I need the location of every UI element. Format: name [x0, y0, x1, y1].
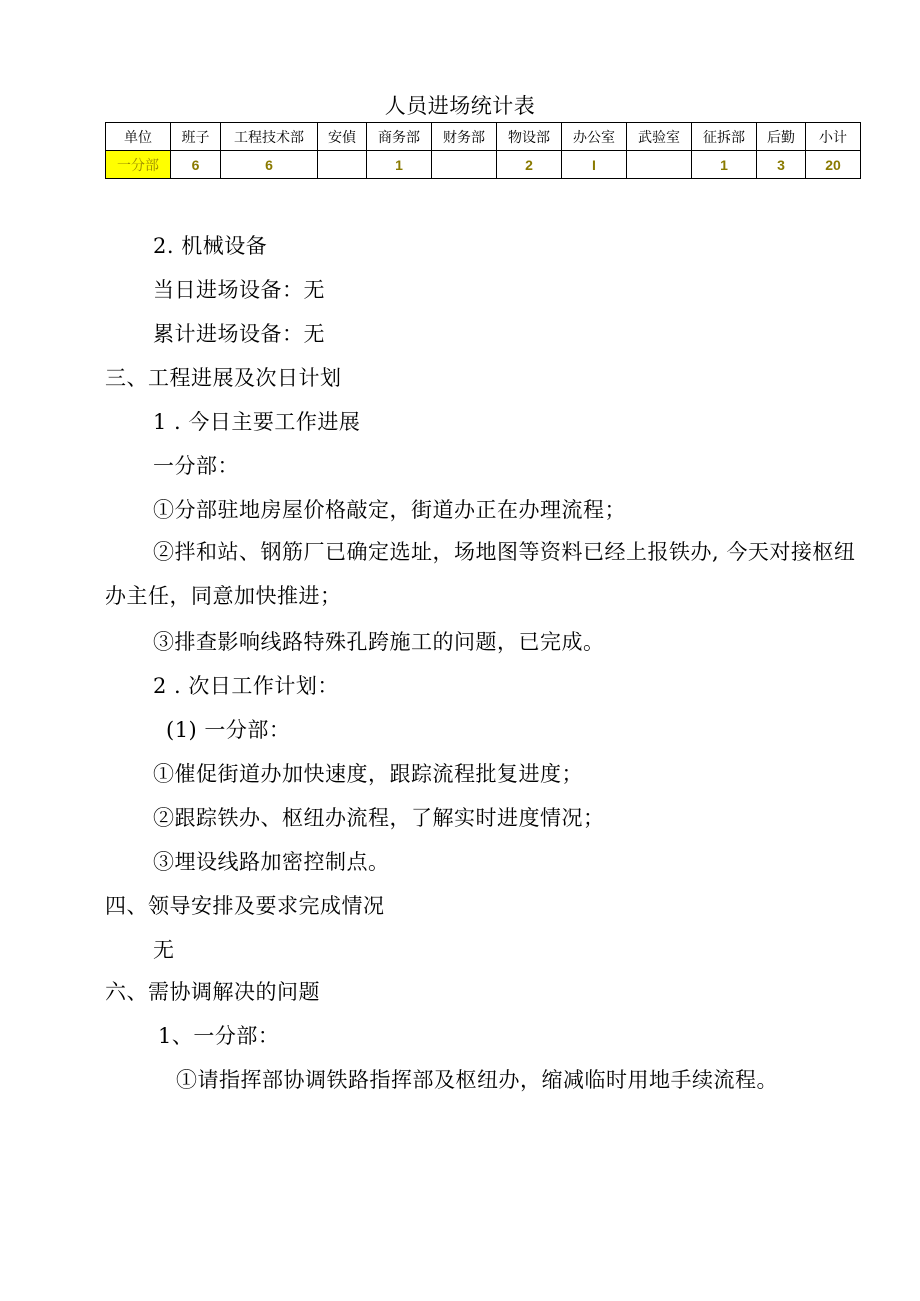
- header-cell: 物设部: [497, 123, 562, 151]
- plan-item-1: ①催促街道办加快速度，跟踪流程批复进度；: [153, 762, 583, 786]
- value-cell: [627, 151, 692, 179]
- heading-coordination: 六、需协调解决的问题: [105, 980, 320, 1004]
- branch-label: 一分部：: [153, 454, 239, 478]
- value-cell: I: [562, 151, 627, 179]
- header-cell: 武验室: [627, 123, 692, 151]
- coordination-item-1: ①请指挥部协调铁路指挥部及枢纽办，缩减临时用地手续流程。: [176, 1068, 778, 1092]
- value-cell: 1: [367, 151, 432, 179]
- progress-item-3: ③排查影响线路特殊孔跨施工的问题，已完成。: [153, 630, 605, 654]
- value-cell: 3: [757, 151, 806, 179]
- section-machinery: 2. 机械设备: [153, 234, 268, 258]
- progress-item-2: ②拌和站、钢筋厂已确定选址，场地图等资料已经上报铁办, 今天对接枢纽办主任，同意加快推进；: [105, 540, 856, 608]
- header-cell: 工程技术部: [221, 123, 318, 151]
- header-cell: 小计: [806, 123, 861, 151]
- header-cell: 办公室: [562, 123, 627, 151]
- leadership-none: 无: [153, 938, 175, 962]
- value-cell: 1: [692, 151, 757, 179]
- header-cell: 财务部: [432, 123, 497, 151]
- heading-leadership: 四、领导安排及要求完成情况: [105, 894, 385, 918]
- subheading-next-day-plan: 2 . 次日工作计划：: [153, 674, 339, 698]
- table-header-row: [106, 123, 861, 151]
- value-cell: [318, 151, 367, 179]
- plan-item-2: ②跟踪铁办、枢纽办流程，了解实时进度情况；: [153, 806, 605, 830]
- total-cell: 20: [806, 151, 861, 179]
- heading-progress-plan: 三、工程进展及次日计划: [105, 366, 342, 390]
- header-cell: 班子: [171, 123, 221, 151]
- plan-item-3: ③埋设线路加密控制点。: [153, 850, 390, 874]
- value-cell: [432, 151, 497, 179]
- header-cell: 商务部: [367, 123, 432, 151]
- cumulative-equipment: 累计进场设备：无: [153, 322, 325, 346]
- daily-equipment: 当日进场设备：无: [153, 278, 325, 302]
- plan-branch-label: (1) 一分部：: [166, 718, 291, 742]
- header-cell: 征拆部: [692, 123, 757, 151]
- progress-item-1: ①分部驻地房屋价格敲定，街道办正在办理流程；: [153, 498, 626, 522]
- value-cell: 2: [497, 151, 562, 179]
- table-title: 人员进场统计表: [384, 94, 536, 118]
- header-cell: 后勤: [757, 123, 806, 151]
- coordination-branch-label: 1、一分部：: [158, 1024, 280, 1048]
- personnel-table: [105, 122, 861, 179]
- unit-cell: 一分部: [106, 151, 171, 179]
- header-cell: 安偵: [318, 123, 367, 151]
- table-row: [106, 151, 861, 179]
- header-cell: 单位: [106, 123, 171, 151]
- subheading-today-progress: 1 . 今日主要工作进展: [153, 410, 361, 434]
- value-cell: 6: [221, 151, 318, 179]
- value-cell: 6: [171, 151, 221, 179]
